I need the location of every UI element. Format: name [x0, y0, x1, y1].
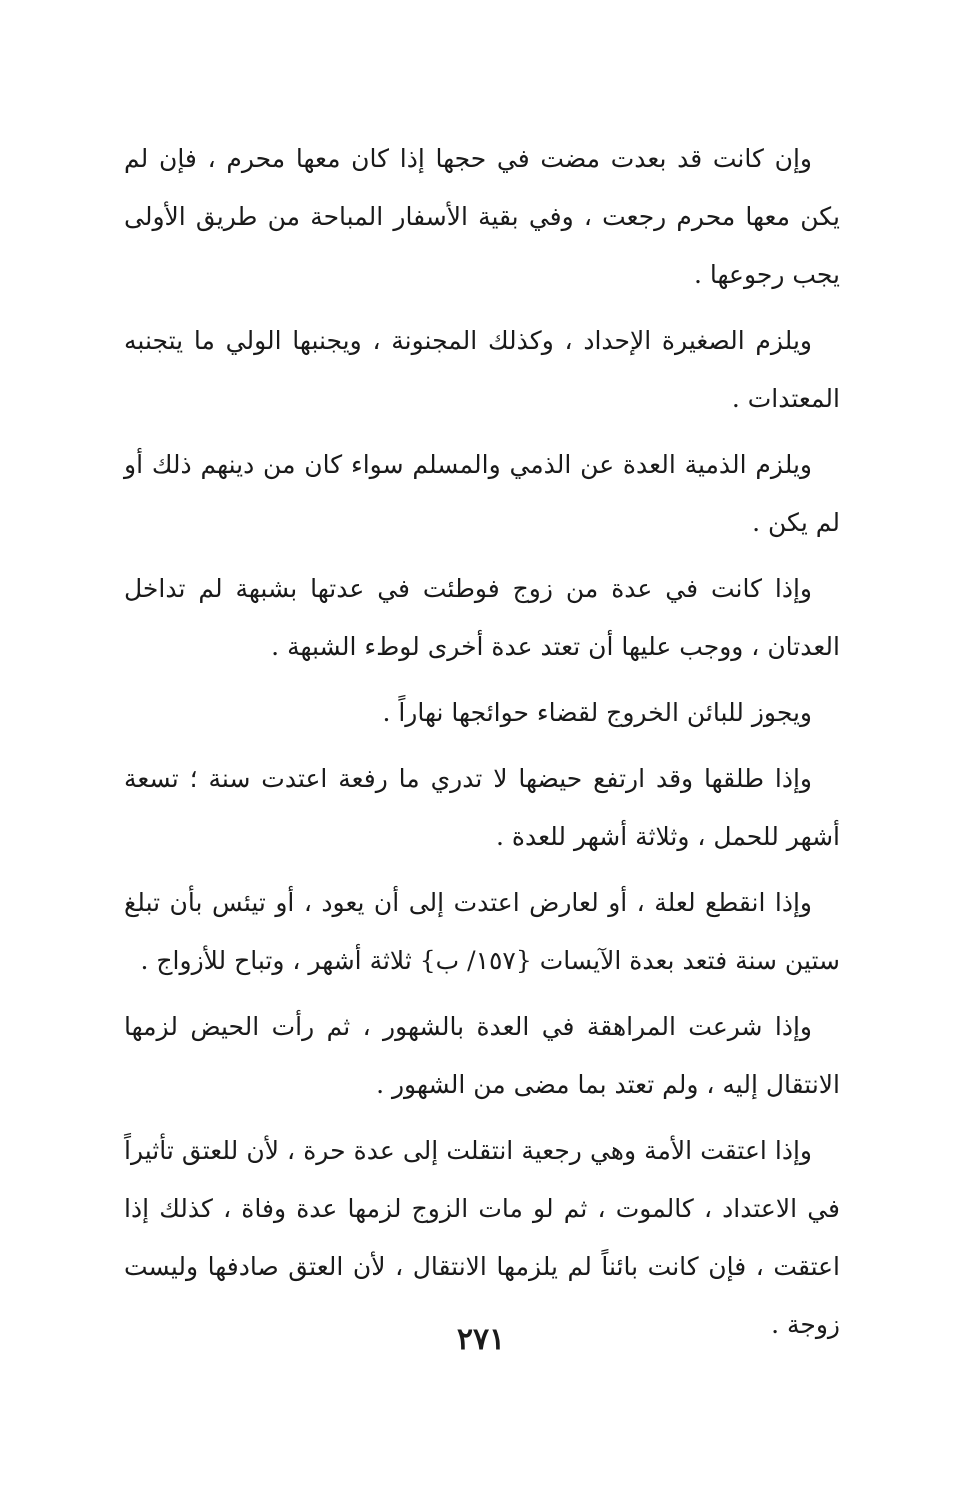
paragraph-5: ويجوز للبائن الخروج لقضاء حوائجها نهاراً . [382, 698, 812, 727]
paragraph-8: وإذا شرعت المراهقة في العدة بالشهور ، ثم رأت الحيض لزمها الانتقال إليه ، ولم تعتد بما مضى من الشهور . [124, 1012, 840, 1099]
body-text [124, 130, 840, 1362]
paragraph-3: ويلزم الذمية العدة عن الذمي والمسلم سواء كان من دينهم ذلك أو لم يكن . [124, 450, 840, 537]
paragraph-2: ويلزم الصغيرة الإحداد ، وكذلك المجنونة ، ويجنبها الولي ما يتجنبه المعتدات . [124, 326, 840, 413]
paragraph-9: وإذا اعتقت الأمة وهي رجعية انتقلت إلى عدة حرة ، لأن للعتق تأثيراً في الاعتداد ، كالموت ، ثم لو مات الزوج لزمها عدة وفاة ، كذلك إذا اعتقت ، فإن كانت بائناً لم يلزمها الانتقال ، لأن العتق صادفها وليست زوجة . [124, 1136, 840, 1339]
paragraph-7: وإذا انقطع لعلة ، أو لعارض اعتدت إلى أن يعود ، أو تيئس بأن تبلغ ستين سنة فتعد بعدة الآيسات {١٥٧/ ب} ثلاثة أشهر ، وتباح للأزواج . [124, 888, 840, 975]
paragraph-6: وإذا طلقها وقد ارتفع حيضها لا تدري ما رفعة اعتدت سنة ؛ تسعة أشهر للحمل ، وثلاثة أشهر للعدة . [124, 764, 840, 851]
paragraph-1: وإن كانت قد بعدت مضت في حجها إذا كان معها محرم ، فإن لم يكن معها محرم رجعت ، وفي بقية الأسفار المباحة من طريق الأولى يجب رجوعها . [124, 144, 840, 289]
page-number: ٢٧١ [456, 1322, 506, 1357]
paragraph-4: وإذا كانت في عدة من زوج فوطئت في عدتها بشبهة لم تداخل العدتان ، ووجب عليها أن تعتد عدة أخرى لوطء الشبهة . [124, 574, 840, 661]
